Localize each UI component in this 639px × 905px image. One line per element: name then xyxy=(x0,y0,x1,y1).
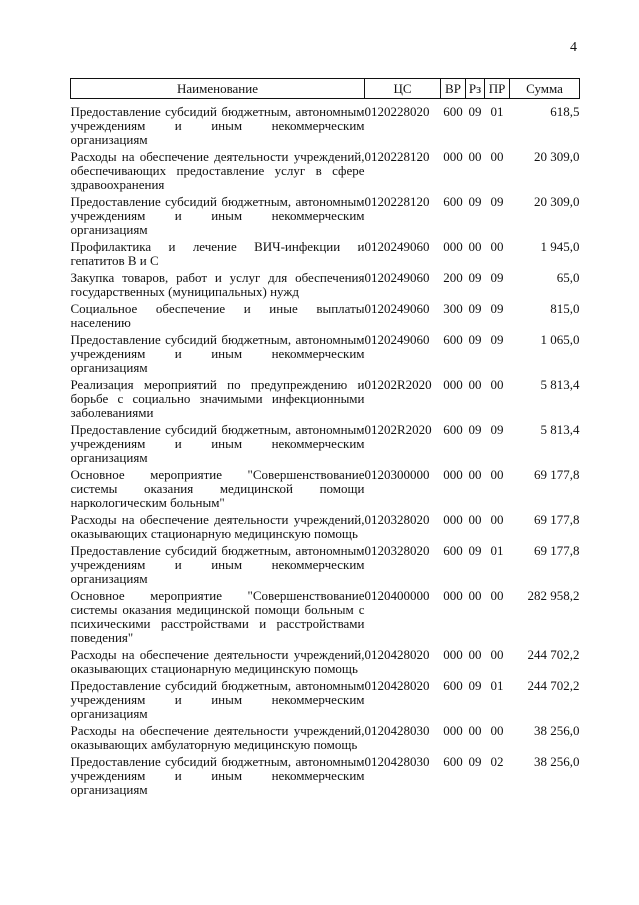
row-cs-code: 0120249060 xyxy=(364,239,430,254)
row-cs-code: 0120428020 xyxy=(364,647,430,662)
table-row xyxy=(71,378,580,423)
row-vr-code: 200 xyxy=(443,270,463,285)
row-name: Закупка товаров, работ и услуг для обеспечения государственных (муниципальных) нужд xyxy=(70,270,365,299)
row-cs-code: 0120249060 xyxy=(364,301,430,316)
row-sum: 38 256,0 xyxy=(534,723,580,738)
row-rz-code: 09 xyxy=(468,104,482,119)
row-pr-code: 01 xyxy=(490,678,504,693)
row-pr-code: 00 xyxy=(490,723,504,738)
row-cs-code: 01202R2020 xyxy=(364,422,432,437)
row-sum: 618,5 xyxy=(550,104,580,119)
row-name: Расходы на обеспечение деятельности учреждений, оказывающих стационарную медицинскую помощь xyxy=(70,647,365,676)
row-rz-code: 09 xyxy=(468,301,482,316)
row-name: Предоставление субсидий бюджетным, автономным учреждениям и иным некоммерческим организациям xyxy=(70,194,365,237)
row-rz-code: 00 xyxy=(468,512,482,527)
row-pr-code: 00 xyxy=(490,647,504,662)
row-sum: 244 702,2 xyxy=(527,647,580,662)
row-cs-code: 0120249060 xyxy=(364,270,430,285)
table-row xyxy=(71,271,580,302)
row-pr-code: 00 xyxy=(490,588,504,603)
row-pr-code: 09 xyxy=(490,194,504,209)
row-sum: 65,0 xyxy=(556,270,580,285)
table-row xyxy=(71,195,580,240)
row-pr-code: 00 xyxy=(490,377,504,392)
row-name: Основное мероприятие "Совершенствование системы оказания медицинской помощи наркологическим больным" xyxy=(70,467,365,510)
row-rz-code: 00 xyxy=(468,467,482,482)
row-vr-code: 000 xyxy=(443,377,463,392)
row-vr-code: 600 xyxy=(443,194,463,209)
row-vr-code: 000 xyxy=(443,588,463,603)
header-pr: ПР xyxy=(485,79,510,99)
table-row xyxy=(71,724,580,755)
row-pr-code: 09 xyxy=(490,332,504,347)
row-rz-code: 00 xyxy=(468,588,482,603)
table-row xyxy=(71,755,580,800)
row-rz-code: 09 xyxy=(468,543,482,558)
table-row xyxy=(71,423,580,468)
row-vr-code: 000 xyxy=(443,512,463,527)
row-sum: 20 309,0 xyxy=(534,149,580,164)
row-name: Предоставление субсидий бюджетным, автономным учреждениям и иным некоммерческим организациям xyxy=(70,422,365,465)
row-pr-code: 00 xyxy=(490,512,504,527)
row-pr-code: 00 xyxy=(490,239,504,254)
row-pr-code: 00 xyxy=(490,467,504,482)
row-cs-code: 0120228120 xyxy=(364,194,430,209)
row-pr-code: 02 xyxy=(490,754,504,769)
row-sum: 69 177,8 xyxy=(534,543,580,558)
row-rz-code: 09 xyxy=(468,754,482,769)
row-sum: 1 945,0 xyxy=(540,239,580,254)
table-row xyxy=(71,240,580,271)
row-rz-code: 09 xyxy=(468,194,482,209)
table-row xyxy=(71,679,580,724)
row-sum: 815,0 xyxy=(550,301,580,316)
table-row xyxy=(71,513,580,544)
row-sum: 282 958,2 xyxy=(527,588,580,603)
row-name: Социальное обеспечение и иные выплаты населению xyxy=(70,301,365,330)
row-cs-code: 0120228020 xyxy=(364,104,430,119)
row-vr-code: 600 xyxy=(443,332,463,347)
row-name: Основное мероприятие "Совершенствование системы оказания медицинской помощи больным с психическими расстройствами и расстройствами поведения" xyxy=(70,588,365,645)
row-sum: 244 702,2 xyxy=(527,678,580,693)
table-row xyxy=(71,333,580,378)
row-cs-code: 0120400000 xyxy=(364,588,430,603)
row-cs-code: 0120228120 xyxy=(364,149,430,164)
row-sum: 69 177,8 xyxy=(534,467,580,482)
row-cs-code: 0120428030 xyxy=(364,723,430,738)
row-sum: 1 065,0 xyxy=(540,332,580,347)
row-rz-code: 00 xyxy=(468,647,482,662)
row-vr-code: 600 xyxy=(443,422,463,437)
row-vr-code: 600 xyxy=(443,543,463,558)
header-vr: ВР xyxy=(441,79,466,99)
table-row xyxy=(71,468,580,513)
row-name: Предоставление субсидий бюджетным, автономным учреждениям и иным некоммерческим организациям xyxy=(70,332,365,375)
row-vr-code: 000 xyxy=(443,149,463,164)
table-row xyxy=(71,302,580,333)
row-cs-code: 0120300000 xyxy=(364,467,430,482)
row-cs-code: 0120249060 xyxy=(364,332,430,347)
row-pr-code: 00 xyxy=(490,149,504,164)
row-sum: 38 256,0 xyxy=(534,754,580,769)
table-body xyxy=(71,99,580,801)
row-name: Расходы на обеспечение деятельности учреждений, оказывающих амбулаторную медицинскую помощь xyxy=(70,723,365,752)
row-cs-code: 0120428030 xyxy=(364,754,430,769)
row-name: Расходы на обеспечение деятельности учреждений, обеспечивающих предоставление услуг в сфере здравоохранения xyxy=(70,149,365,192)
row-cs-code: 0120428020 xyxy=(364,678,430,693)
row-vr-code: 000 xyxy=(443,647,463,662)
table-row xyxy=(71,105,580,150)
row-name: Предоставление субсидий бюджетным, автономным учреждениям и иным некоммерческим организациям xyxy=(70,678,365,721)
table-row xyxy=(71,150,580,195)
header-cs: ЦС xyxy=(365,79,441,99)
budget-table xyxy=(70,78,580,800)
row-sum: 20 309,0 xyxy=(534,194,580,209)
row-rz-code: 00 xyxy=(468,723,482,738)
header-rz: Рз xyxy=(466,79,485,99)
row-vr-code: 600 xyxy=(443,754,463,769)
row-name: Реализация мероприятий по предупреждению и борьбе с социально значимыми инфекционными заболеваниями xyxy=(70,377,365,420)
row-cs-code: 01202R2020 xyxy=(364,377,432,392)
row-cs-code: 0120328020 xyxy=(364,512,430,527)
table-row xyxy=(71,648,580,679)
row-rz-code: 00 xyxy=(468,239,482,254)
row-rz-code: 09 xyxy=(468,332,482,347)
row-vr-code: 000 xyxy=(443,723,463,738)
row-rz-code: 09 xyxy=(468,270,482,285)
row-pr-code: 01 xyxy=(490,543,504,558)
header-name: Наименование xyxy=(71,79,365,99)
row-sum: 5 813,4 xyxy=(540,422,580,437)
table-header xyxy=(71,79,580,99)
header-sum: Сумма xyxy=(510,79,580,99)
row-sum: 69 177,8 xyxy=(534,512,580,527)
row-pr-code: 09 xyxy=(490,270,504,285)
row-vr-code: 000 xyxy=(443,467,463,482)
row-name: Профилактика и лечение ВИЧ-инфекции и гепатитов В и С xyxy=(70,239,365,268)
row-pr-code: 01 xyxy=(490,104,504,119)
table-row xyxy=(71,589,580,648)
page-number: 4 xyxy=(570,40,577,55)
row-name: Предоставление субсидий бюджетным, автономным учреждениям и иным некоммерческим организациям xyxy=(70,754,365,797)
row-vr-code: 000 xyxy=(443,239,463,254)
row-rz-code: 09 xyxy=(468,678,482,693)
row-pr-code: 09 xyxy=(490,301,504,316)
row-rz-code: 09 xyxy=(468,422,482,437)
row-name: Расходы на обеспечение деятельности учреждений, оказывающих стационарную медицинскую помощь xyxy=(70,512,365,541)
row-vr-code: 600 xyxy=(443,104,463,119)
row-name: Предоставление субсидий бюджетным, автономным учреждениям и иным некоммерческим организациям xyxy=(70,543,365,586)
row-vr-code: 600 xyxy=(443,678,463,693)
table-row xyxy=(71,544,580,589)
row-vr-code: 300 xyxy=(443,301,463,316)
row-rz-code: 00 xyxy=(468,377,482,392)
row-rz-code: 00 xyxy=(468,149,482,164)
row-cs-code: 0120328020 xyxy=(364,543,430,558)
row-sum: 5 813,4 xyxy=(540,377,580,392)
row-name: Предоставление субсидий бюджетным, автономным учреждениям и иным некоммерческим организациям xyxy=(70,104,365,147)
row-pr-code: 09 xyxy=(490,422,504,437)
